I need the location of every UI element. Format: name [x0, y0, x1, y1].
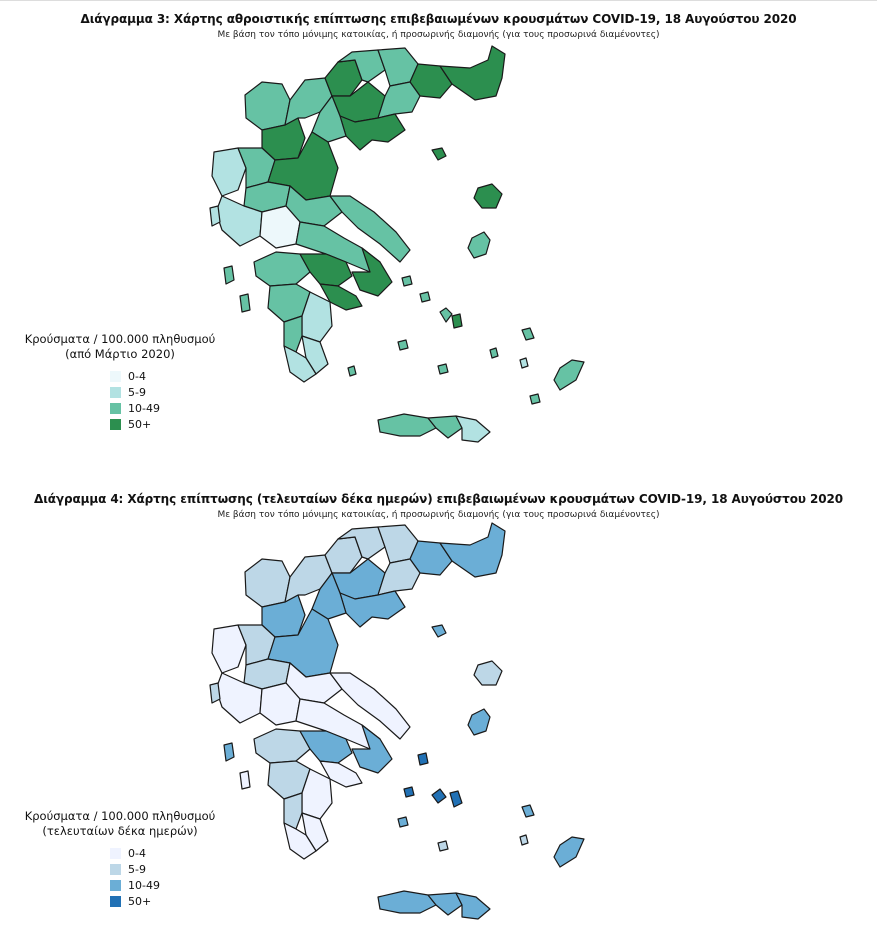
- region: [418, 753, 428, 765]
- legend-label: 0-4: [128, 369, 146, 383]
- legend-label: 10-49: [128, 401, 160, 415]
- legend-label: 10-49: [128, 878, 160, 892]
- legend-title-line2: (από Μάρτιο 2020): [65, 347, 175, 361]
- map-legend: [20, 809, 220, 909]
- region: [440, 46, 505, 100]
- region: [284, 793, 302, 829]
- legend-title-line1: Κρούσματα / 100.000 πληθυσμού: [24, 809, 216, 823]
- legend-item: [110, 400, 220, 416]
- region: [224, 266, 234, 284]
- legend-label: 5-9: [128, 385, 146, 399]
- region: [245, 82, 290, 130]
- region: [240, 294, 250, 312]
- region: [474, 661, 502, 685]
- region: [490, 348, 498, 358]
- legend-item: [110, 384, 220, 400]
- legend-item: [110, 845, 220, 861]
- legend-item: [110, 893, 220, 909]
- region: [468, 709, 490, 735]
- region: [340, 114, 405, 150]
- region: [554, 837, 584, 867]
- map-title: Διάγραμμα 4: Χάρτης επίπτωσης (τελευταίων δέκα ημερών) επιβεβαιωμένων κρουσμάτων COVID-19, 18 Αυγούστου 2020: [34, 492, 843, 506]
- region: [340, 591, 405, 627]
- region: [348, 366, 356, 376]
- region: [520, 358, 528, 368]
- region: [440, 308, 452, 322]
- region: [468, 232, 490, 258]
- region: [210, 206, 220, 226]
- map-panel-ten-day: [0, 477, 877, 939]
- map-subtitle: Με βάση τον τόπο μόνιμης κατοικίας, ή προσωρινής διαμονής (για τους προσωρινά διαμένοντες): [217, 510, 660, 520]
- region: [378, 414, 436, 436]
- region: [378, 559, 420, 595]
- region: [438, 364, 448, 374]
- legend-swatch: [110, 864, 121, 875]
- legend-item: [110, 861, 220, 877]
- legend-swatch: [110, 371, 121, 382]
- legend-label: 5-9: [128, 862, 146, 876]
- region: [432, 789, 446, 803]
- legend-label: 0-4: [128, 846, 146, 860]
- legend-label: 50+: [128, 894, 152, 908]
- legend-items: [110, 845, 220, 909]
- region: [440, 523, 505, 577]
- legend-item: [110, 368, 220, 384]
- region: [224, 743, 234, 761]
- region: [398, 340, 408, 350]
- legend-title-line2: (τελευταίων δέκα ημερών): [42, 824, 198, 838]
- region: [420, 292, 430, 302]
- legend-label: 50+: [128, 417, 152, 431]
- legend-swatch: [110, 896, 121, 907]
- mainland-regions: [212, 46, 505, 382]
- region: [522, 328, 534, 340]
- region: [378, 82, 420, 118]
- region: [210, 683, 220, 703]
- region: [554, 360, 584, 390]
- region: [474, 184, 502, 208]
- region: [245, 559, 290, 607]
- region: [402, 276, 412, 286]
- region: [240, 771, 250, 789]
- legend-swatch: [110, 403, 121, 414]
- map-title: Διάγραμμα 3: Χάρτης αθροιστικής επίπτωσης επιβεβαιωμένων κρουσμάτων COVID-19, 18 Αυγούστου 2020: [80, 12, 797, 26]
- region: [398, 817, 408, 827]
- legend-swatch: [110, 848, 121, 859]
- region: [432, 148, 446, 160]
- region: [404, 787, 414, 797]
- map-subtitle: Με βάση τον τόπο μόνιμης κατοικίας, ή προσωρινής διαμονής (για τους προσωρινά διαμένοντες): [217, 30, 660, 40]
- legend-swatch: [110, 387, 121, 398]
- legend-title-line1: Κρούσματα / 100.000 πληθυσμού: [24, 332, 216, 346]
- mainland-regions: [212, 523, 505, 859]
- region: [432, 625, 446, 637]
- region: [520, 835, 528, 845]
- region: [452, 314, 462, 328]
- map-legend: [20, 332, 220, 432]
- region: [522, 805, 534, 817]
- region: [378, 891, 436, 913]
- map-panel-cumulative: [0, 0, 877, 462]
- legend-swatch: [110, 419, 121, 430]
- region: [450, 791, 462, 807]
- region: [530, 394, 540, 404]
- legend-items: [110, 368, 220, 432]
- legend-item: [110, 877, 220, 893]
- region: [284, 316, 302, 352]
- legend-item: [110, 416, 220, 432]
- legend-swatch: [110, 880, 121, 891]
- region: [438, 841, 448, 851]
